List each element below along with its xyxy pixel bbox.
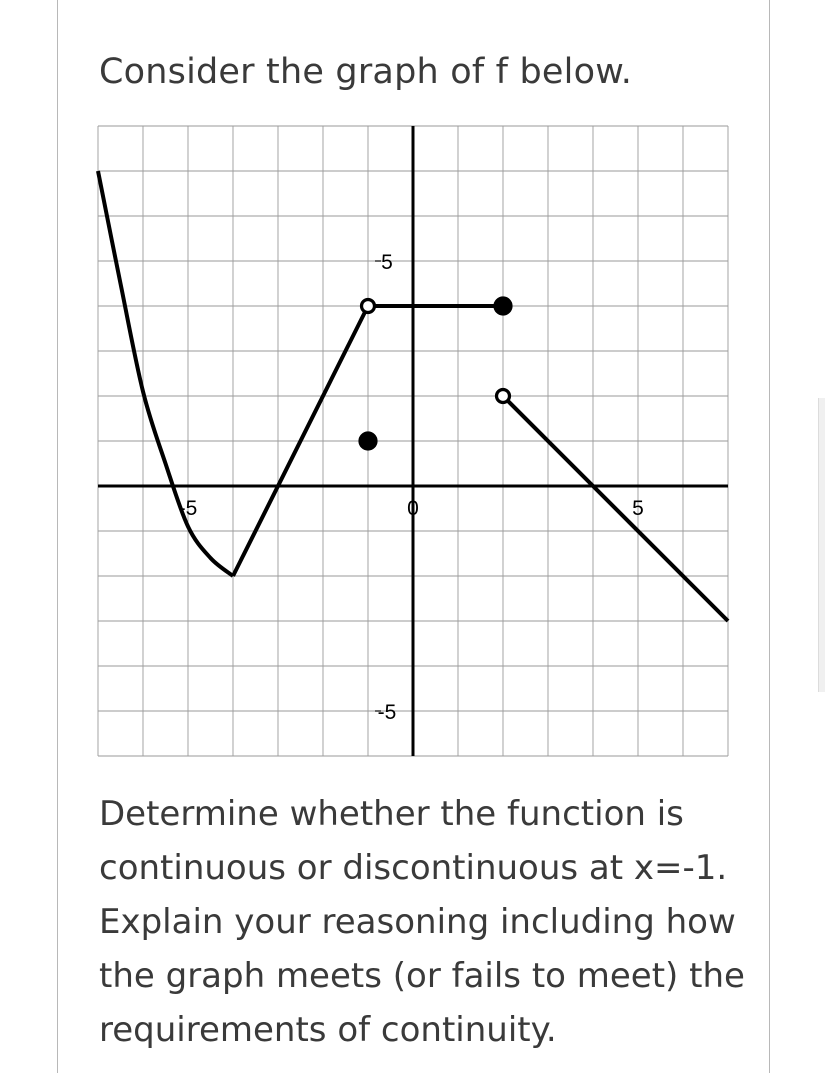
question-line-1: Determine whether the function is — [99, 794, 684, 834]
closed-point-neg1-1 — [360, 433, 376, 449]
closed-point-2-4 — [495, 298, 511, 314]
graph-points — [360, 298, 511, 449]
x-tick-label--5: -5 — [178, 497, 198, 520]
open-point-neg1-4 — [362, 300, 375, 313]
y-tick-label--5: -5 — [377, 701, 397, 724]
question-text — [99, 787, 745, 1057]
question-line-5: requirements of continuity. — [99, 1010, 557, 1050]
question-line-3: Explain your reasoning including how — [99, 902, 736, 942]
question-line-2: continuous or discontinuous at x=-1. — [99, 848, 728, 888]
x-tick-label-0: 0 — [407, 497, 419, 520]
y-tick-label-5: 5 — [381, 251, 393, 274]
open-point-2-2 — [497, 390, 510, 403]
x-tick-label-5: 5 — [632, 497, 644, 520]
prompt-text: Consider the graph of f below. — [99, 52, 633, 92]
question-line-4: the graph meets (or fails to meet) the — [99, 956, 745, 996]
series-parabola-piece — [98, 171, 233, 576]
series-falling-line — [503, 396, 728, 621]
